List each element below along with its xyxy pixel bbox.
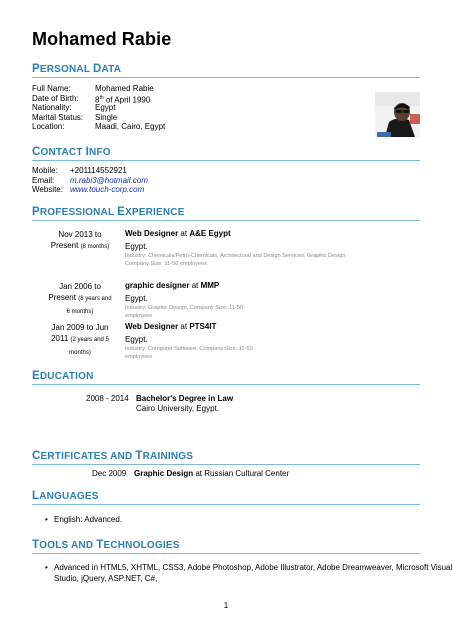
section-title-personal-data: PERSONAL DATA — [32, 63, 122, 75]
experience-location: Egypt. — [125, 242, 148, 251]
experience-company-size: employees — [125, 313, 153, 320]
section-divider — [32, 77, 420, 78]
website-link[interactable]: www.touch-corp.com — [70, 185, 145, 195]
label-nationality: Nationality: — [32, 103, 72, 113]
section-divider — [32, 160, 420, 161]
experience-location: Egypt. — [125, 294, 148, 303]
experience-role: Web Designer at A&E Egypt — [125, 229, 231, 238]
experience-entry — [125, 281, 375, 321]
value-date-of-birth: 8th of April 1990 — [95, 94, 151, 105]
value-full-name: Mohamed Rabie — [95, 84, 154, 93]
value-nationality: Egypt — [95, 103, 116, 113]
section-divider — [32, 553, 420, 554]
section-divider — [32, 220, 420, 221]
label-email: Email: — [32, 175, 55, 185]
label-website: Website: — [32, 185, 63, 195]
experience-role: Web Designer at PTS4IT — [125, 322, 217, 331]
value-marital-status: Single — [95, 112, 118, 122]
certificate-date: Dec 2009 — [92, 469, 127, 478]
page-title: Mohamed Rabie — [32, 29, 172, 49]
value-mobile: +201114552921 — [70, 166, 127, 175]
list-item — [45, 514, 345, 525]
personal-data-list — [32, 84, 232, 134]
experience-location: Egypt. — [125, 335, 148, 344]
tools-entry-line: Advanced in HTML5, XHTML, CSS3, Adobe Photoshop, Adobe Illustrator, Adobe Dreamweaver, Microsoft Visual — [54, 563, 452, 572]
experience-industry: Industry: Computer Software, Company Size: 11-50 — [125, 346, 253, 352]
bullet-icon: • — [45, 563, 48, 572]
education-degree: Bachelor's Degree in Law — [136, 394, 234, 403]
section-title-certificates: CERTIFICATES AND TRAININGS — [32, 450, 194, 462]
experience-company-size: employees — [125, 354, 153, 361]
experience-company-size: Company Size: 11-50 employees — [125, 261, 207, 268]
label-marital-status: Marital Status: — [32, 112, 84, 122]
experience-date: Nov 2013 to Present (8 months) — [50, 230, 110, 250]
section-divider — [32, 504, 420, 505]
label-full-name: Full Name: — [32, 84, 71, 93]
section-divider — [32, 464, 420, 465]
section-title-contact-info: CONTACT INFO — [32, 146, 111, 158]
experience-entry — [125, 322, 375, 362]
experience-date: Jan 2009 to Jun 2011 (2 years and 5 months) — [51, 323, 109, 356]
tools-entry-line: Studio, jQuery, ASP.NET, C#, — [54, 574, 158, 583]
section-title-languages: LANGUAGES — [32, 490, 99, 502]
list-item — [45, 562, 452, 584]
label-mobile: Mobile: — [32, 166, 58, 175]
section-title-education: EDUCATION — [32, 370, 94, 382]
experience-entry — [125, 229, 375, 269]
contact-info-list — [32, 166, 232, 196]
certificate-name: Graphic Design at Russian Cultural Center — [134, 469, 290, 478]
experience-industry: Industry: Chemicals/Petro-Chemicals, Architectural and Design Services, Graphic Design — [125, 253, 346, 259]
section-title-professional-experience: PROFESSIONAL EXPERIENCE — [32, 206, 185, 218]
page-number: 1 — [223, 601, 229, 610]
profile-photo — [375, 92, 420, 137]
section-divider — [32, 384, 420, 385]
email-link[interactable]: m.rabi3@hotmail.com — [70, 175, 148, 185]
experience-industry: Industry: Graphic Design, Company Size: 11-50 — [125, 305, 244, 311]
label-date-of-birth: Date of Birth: — [32, 93, 79, 103]
bullet-icon: • — [45, 515, 48, 524]
education-school: Cairo University, Egypt. — [136, 404, 219, 413]
value-location: Maadi, Cairo, Egypt — [95, 122, 166, 132]
education-date: 2008 - 2014 — [86, 394, 129, 403]
experience-role: graphic designer at MMP — [125, 281, 220, 290]
language-entry: English: Advanced. — [54, 515, 123, 524]
label-location: Location: — [32, 122, 65, 132]
section-title-tools: TOOLS AND TECHNOLOGIES — [32, 539, 180, 551]
experience-date: Jan 2006 to Present (8 years and 6 months) — [48, 282, 112, 315]
